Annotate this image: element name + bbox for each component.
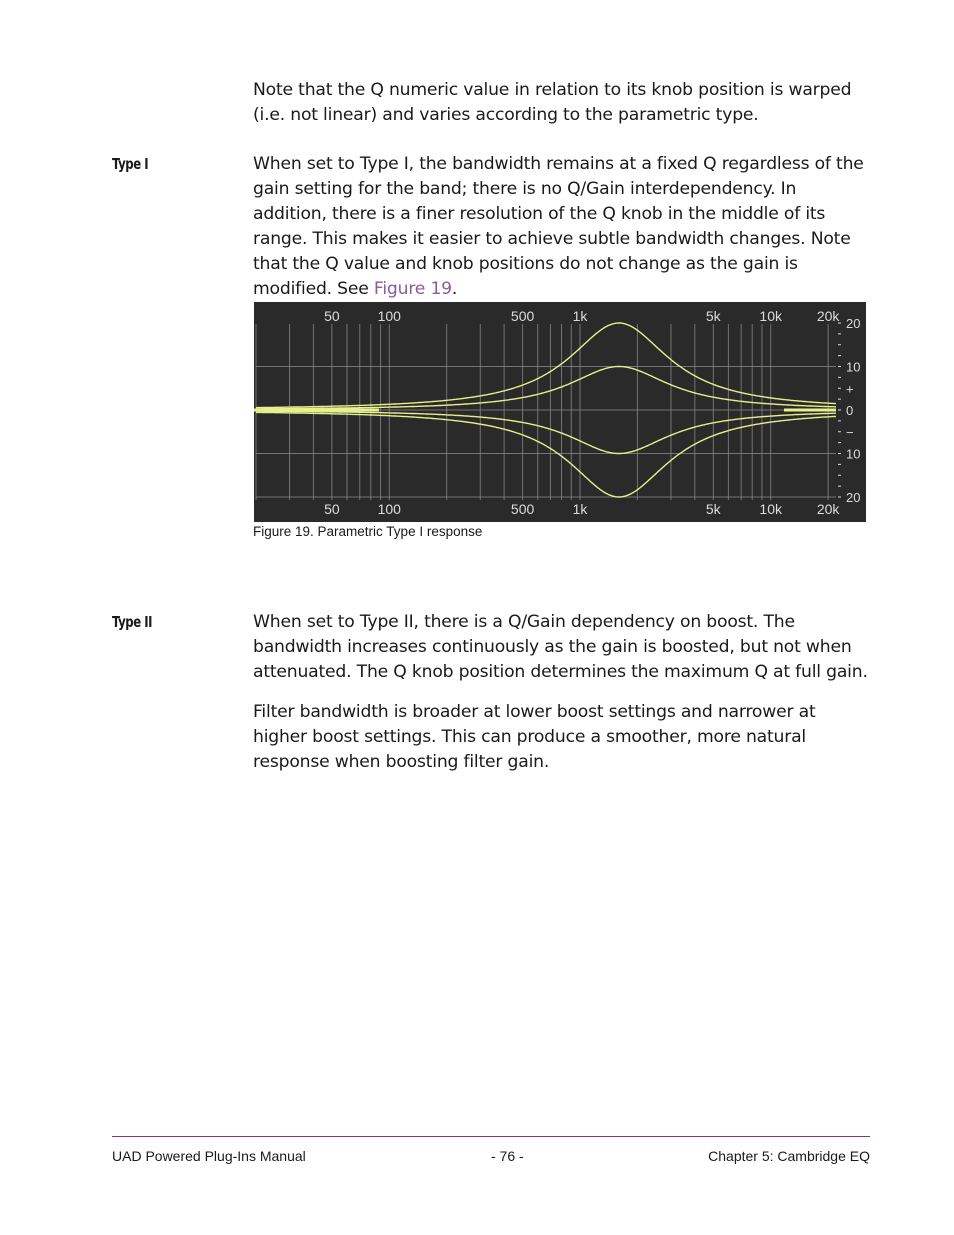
x-tick-label-top: 500 xyxy=(510,308,535,324)
type-ii-paragraph-2: Filter bandwidth is broader at lower boost settings and narrower at higher boost settings. This can produce a smoother, more natural response when boosting filter gain. xyxy=(253,702,816,772)
x-tick-label-top: 50 xyxy=(324,308,340,324)
y-tick-label: 20 xyxy=(846,316,861,331)
x-tick-label-bottom: 20k xyxy=(816,501,840,517)
footer-page-number: - 76 - xyxy=(491,1148,524,1164)
y-tick-label: − xyxy=(846,424,854,440)
figure-19-link[interactable]: Figure 19 xyxy=(373,279,452,299)
y-tick-label: 10 xyxy=(846,446,861,462)
type-i-text-end: . xyxy=(451,279,458,299)
footer-chapter-title: Chapter 5: Cambridge EQ xyxy=(708,1148,870,1164)
y-tick-label: 20 xyxy=(846,490,861,505)
label-band-bottom xyxy=(254,500,836,518)
x-tick-label-bottom: 1k xyxy=(572,501,588,517)
y-tick-label: 0 xyxy=(846,403,854,418)
figure-caption: Figure 19. Parametric Type I response xyxy=(253,524,483,539)
type-i-paragraph xyxy=(253,152,873,302)
type-ii-paragraph-1: When set to Type II, there is a Q/Gain dependency on boost. The bandwidth increases continuously as the gain is boosted, but not when attenuated. The Q knob position determines the maximum Q at full gain. xyxy=(253,612,868,682)
y-tick-label: 10 xyxy=(846,359,861,375)
parametric-type-i-response-chart xyxy=(254,302,866,522)
y-tick-label: + xyxy=(846,381,854,397)
type-ii-heading: Type II xyxy=(112,613,153,631)
x-tick-label-top: 100 xyxy=(377,308,401,324)
x-tick-label-bottom: 5k xyxy=(705,501,721,517)
x-tick-label-top: 10k xyxy=(759,308,782,324)
type-i-text: When set to Type I, the bandwidth remains at a fixed Q regardless of the gain setting for the band; there is no Q/Gain interdependency. In addition, there is a finer resolution of the Q knob in the middle of its range. This makes it easier to achieve subtle bandwidth changes. Note that the Q value and knob positions do not change as the gain is modified. See xyxy=(253,154,864,299)
intro-paragraph: Note that the Q numeric value in relation to its knob position is warped (i.e. not linear) and varies according to the parametric type. xyxy=(253,80,852,125)
footer-manual-title: UAD Powered Plug-Ins Manual xyxy=(112,1148,306,1164)
label-band-top xyxy=(254,306,836,324)
type-i-heading: Type I xyxy=(112,155,149,173)
x-tick-label-bottom: 10k xyxy=(759,501,782,517)
x-tick-label-top: 20k xyxy=(816,308,840,324)
x-tick-label-bottom: 50 xyxy=(324,501,340,517)
footer-divider xyxy=(112,1136,870,1137)
x-tick-label-top: 1k xyxy=(572,308,588,324)
x-tick-label-top: 5k xyxy=(705,308,721,324)
x-tick-label-bottom: 500 xyxy=(510,501,535,517)
x-tick-label-bottom: 100 xyxy=(377,501,401,517)
